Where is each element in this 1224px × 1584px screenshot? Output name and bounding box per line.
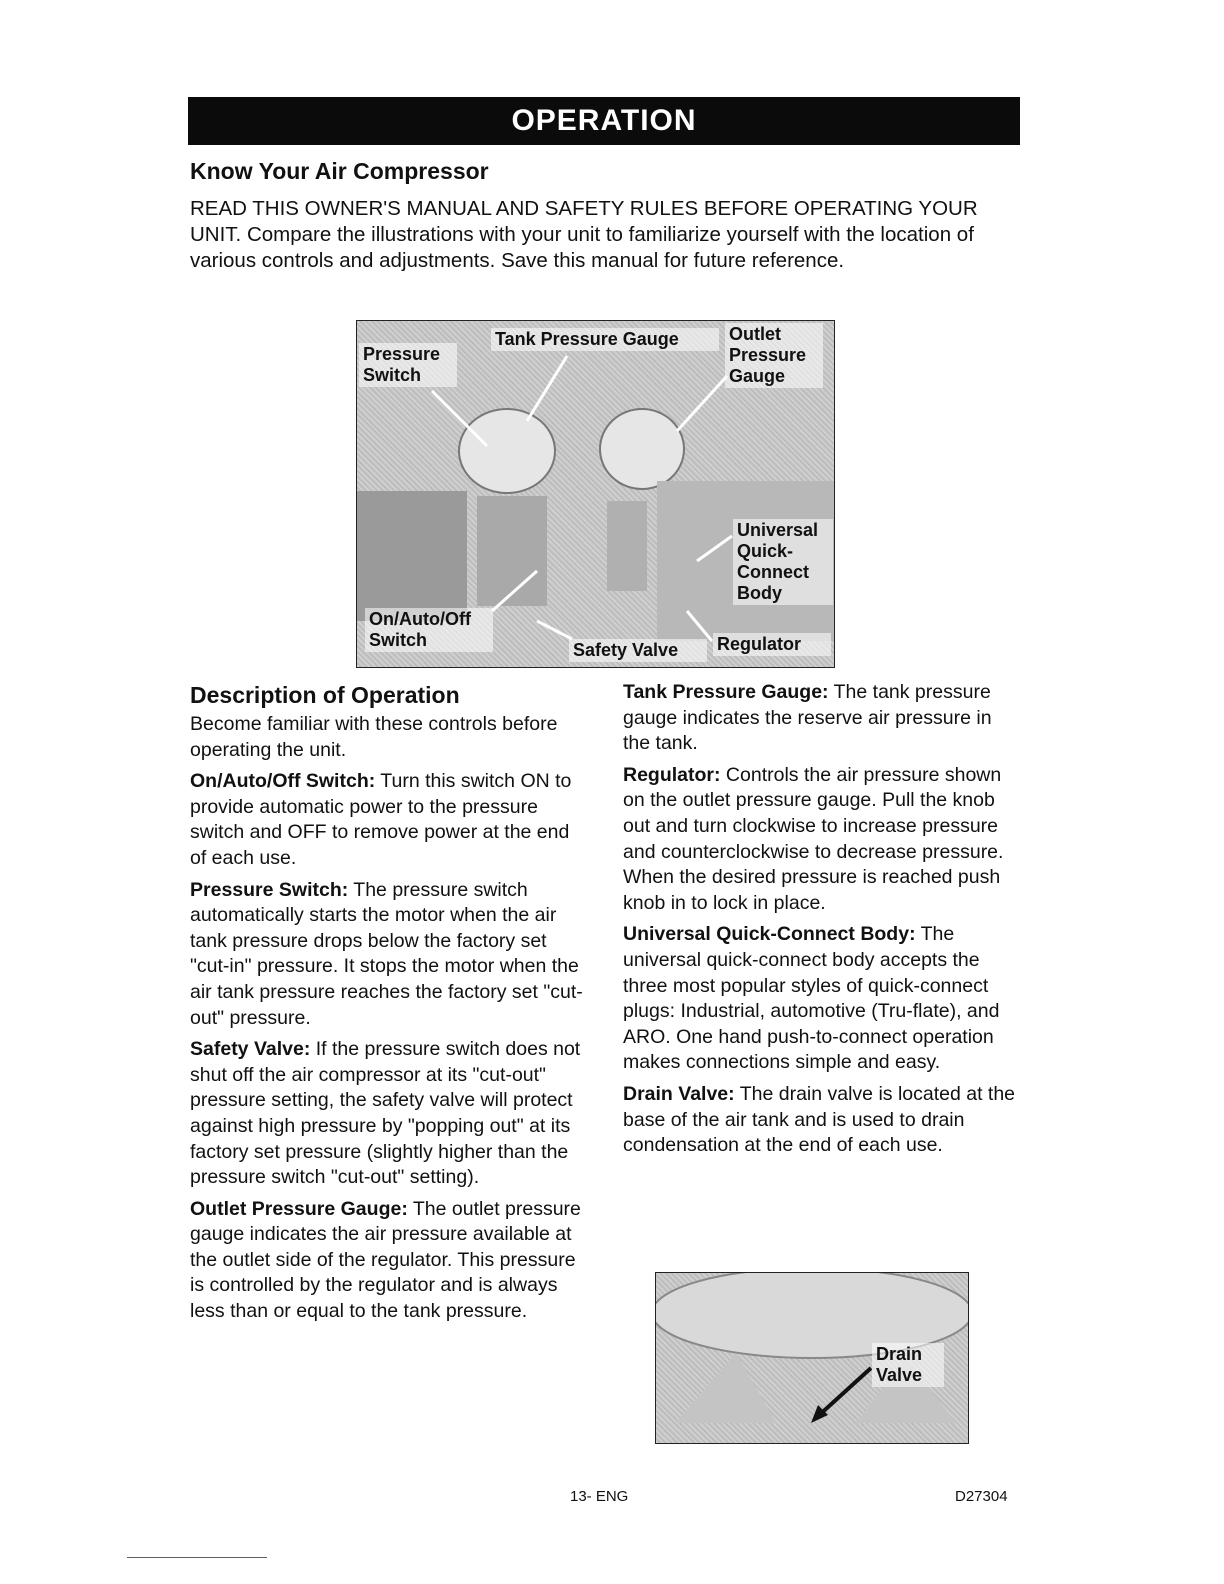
term-text: The tank pressure gauge indicates the reserve air pressure in the tank. xyxy=(623,681,992,755)
intro-paragraph: READ THIS OWNER'S MANUAL AND SAFETY RULES BEFORE OPERATING YOUR UNIT. Compare the illustrations with your unit to familiarize yourself with the location of various controls and adjustments. Save this manual for future reference. xyxy=(190,197,978,272)
label-on-auto-off-switch: On/Auto/Off Switch xyxy=(365,608,493,652)
label-pressure-switch: Pressure Switch xyxy=(359,343,457,387)
description-left-column xyxy=(190,680,590,1331)
label-drain-valve: Drain Valve xyxy=(872,1343,944,1387)
page-number: 13- ENG xyxy=(570,1488,629,1505)
term-label: Pressure Switch: xyxy=(190,878,349,901)
term-label: Tank Pressure Gauge: xyxy=(623,681,829,703)
term-label: Drain Valve: xyxy=(623,1082,735,1105)
item-safety-valve xyxy=(190,1037,590,1191)
section-banner: OPERATION xyxy=(188,97,1020,145)
label-safety-valve: Safety Valve xyxy=(569,639,707,662)
page-heading: Know Your Air Compressor xyxy=(190,158,489,184)
term-text: The outlet pressure gauge indicates the air pressure available at the outlet side of the regulator. This pressure is controlled by the regulator and is always less than or equal to the tank pressure. xyxy=(190,1197,581,1323)
term-text: If the pressure switch does not shut off the air compressor at its "cut-out" pressure setting, the safety valve will protect against high pressure by "popping out" at its factory set pressure (slightly higher than the pressure switch "cut-out" setting). xyxy=(190,1038,581,1189)
term-label: Safety Valve: xyxy=(190,1038,311,1061)
description-intro: Become familiar with these controls before operating the unit. xyxy=(190,713,558,761)
label-regulator: Regulator xyxy=(713,633,831,656)
term-text: The drain valve is located at the base of the air tank and is used to drain condensation at the end of each use. xyxy=(623,1082,1016,1157)
term-label: Outlet Pressure Gauge: xyxy=(190,1197,408,1220)
label-outlet-pressure-gauge: Outlet Pressure Gauge xyxy=(725,323,823,388)
term-label: Universal Quick-Connect Body: xyxy=(623,923,916,946)
term-text: The universal quick-connect body accepts the three most popular styles of quick-connect plugs: Industrial, automotive (Tru-flate), and ARO. One hand push-to-connect operation makes connections simple and easy. xyxy=(623,923,1000,1074)
term-label: On/Auto/Off Switch: xyxy=(190,770,376,793)
term-text: Controls the air pressure shown on the outlet pressure gauge. Pull the knob out and turn clockwise to increase pressure and counterclockwise to decrease pressure. When the desired pressure is reached push knob in to lock in place. xyxy=(623,763,1004,914)
term-label: Regulator: xyxy=(623,763,721,786)
term-text: The pressure switch automatically starts the motor when the air tank pressure drops below the factory set "cut-in" pressure. It stops the motor when the air tank pressure reaches the factory set "cut-out" pressure. xyxy=(190,878,583,1029)
bottom-rule xyxy=(127,1557,267,1558)
drain-valve-photo xyxy=(655,1272,969,1444)
item-outlet-pressure-gauge xyxy=(190,1197,590,1325)
description-right-column xyxy=(623,680,1023,1165)
item-on-auto-off-switch xyxy=(190,769,590,871)
item-tank-pressure-gauge xyxy=(623,680,1023,757)
compressor-controls-photo xyxy=(356,320,835,668)
item-regulator xyxy=(623,763,1023,917)
label-tank-pressure-gauge: Tank Pressure Gauge xyxy=(491,328,719,351)
term-text: Turn this switch ON to provide automatic power to the pressure switch and OFF to remove power at the end of each use. xyxy=(190,770,572,869)
item-universal-quick-connect-body xyxy=(623,922,1023,1076)
document-code: D27304 xyxy=(955,1488,1008,1505)
item-drain-valve xyxy=(623,1082,1023,1159)
label-universal-quick-connect-body: Universal Quick-Connect Body xyxy=(733,519,833,605)
description-title: Description of Operation xyxy=(190,682,460,708)
item-pressure-switch xyxy=(190,878,590,1032)
